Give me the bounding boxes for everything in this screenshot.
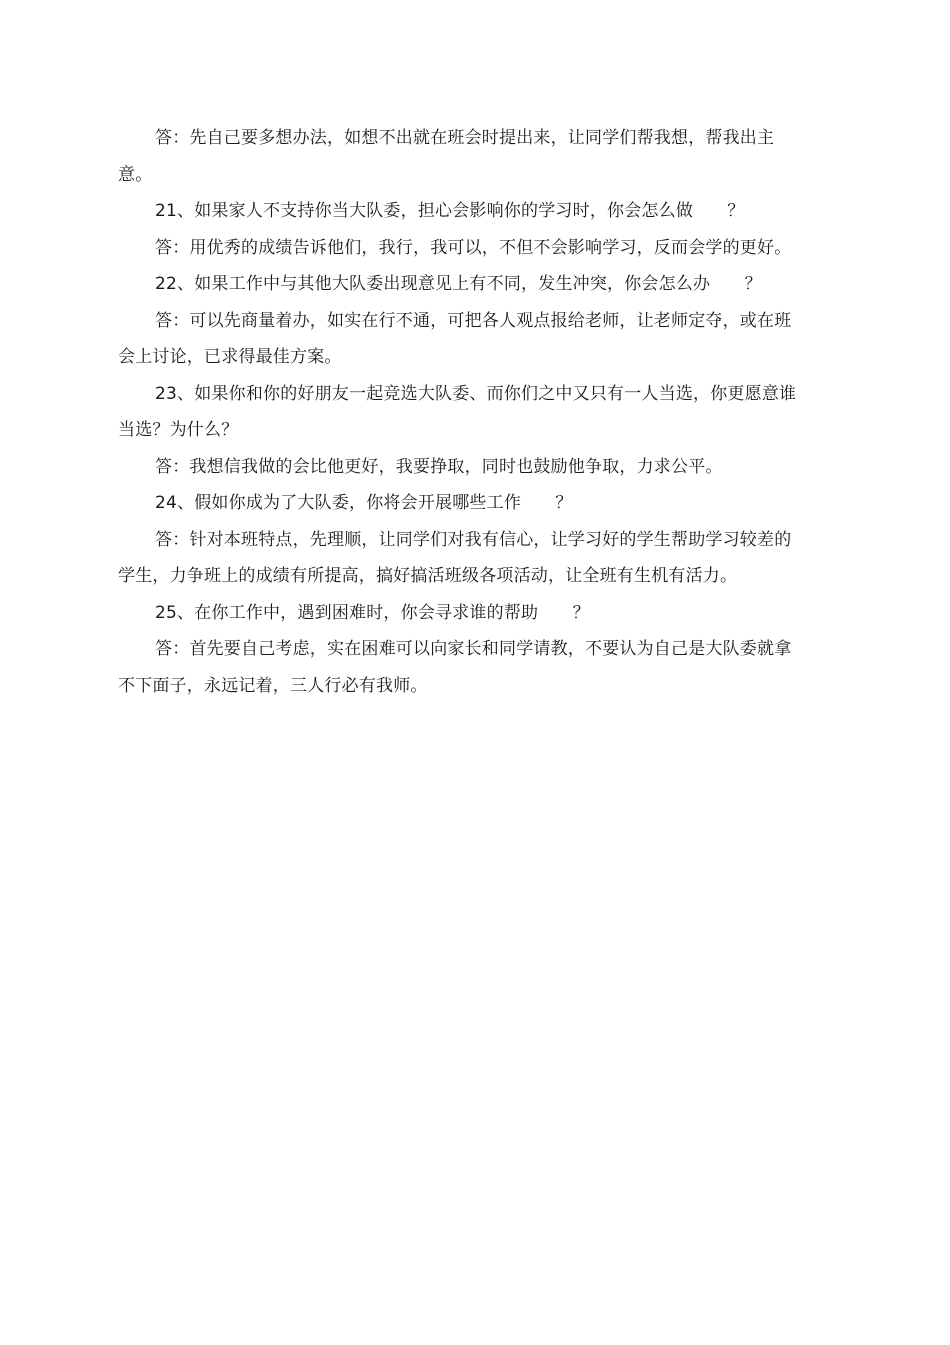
question-24: 24、假如你成为了大队委，你将会开展哪些工作 ？ xyxy=(155,493,573,513)
question-21: 21、如果家人不支持你当大队委，担心会影响你的学习时，你会怎么做 ？ xyxy=(155,201,745,221)
document-body xyxy=(118,120,798,704)
answer-23: 答：我想信我做的会比他更好，我要挣取，同时也鼓励他争取，力求公平。 xyxy=(155,456,723,477)
question-25: 25、在你工作中，遇到困难时，你会寻求谁的帮助 ？ xyxy=(155,602,590,623)
question-22: 22、如果工作中与其他大队委出现意见上有不同，发生冲突，你会怎么办 ？ xyxy=(155,274,762,294)
answer-24: 答：针对本班特点，先理顺，让同学们对我有信心，让学习好的学生帮助学习较差的学生，力争班上的成绩有所提高，搞好搞活班级各项活动，让全班有生机有活力。 xyxy=(118,529,792,586)
question-23: 23、如果你和你的好朋友一起竞选大队委、而你们之中又只有一人当选，你更愿意谁当选？为什么？ xyxy=(118,383,797,440)
answer-22: 答：可以先商量着办，如实在行不通，可把各人观点报给老师，让老师定夺，或在班会上讨论，已求得最佳方案。 xyxy=(118,310,792,367)
answer-paragraph: 答：先自己要多想办法，如想不出就在班会时提出来，让同学们帮我想，帮我出主意。 xyxy=(118,128,775,185)
answer-25: 答：首先要自己考虑，实在困难可以向家长和同学请教，不要认为自己是大队委就拿不下面子，永远记着，三人行必有我师。 xyxy=(118,639,792,696)
answer-21: 答：用优秀的成绩告诉他们，我行，我可以，不但不会影响学习，反而会学的更好。 xyxy=(155,237,792,258)
